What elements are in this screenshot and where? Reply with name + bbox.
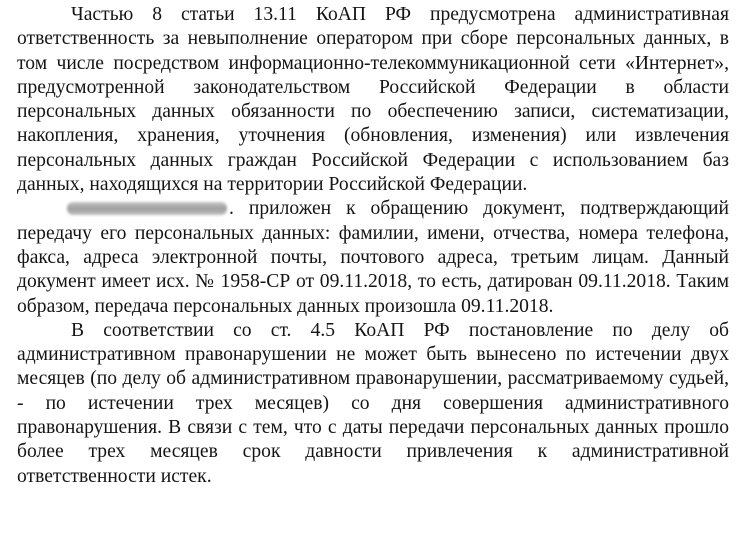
paragraph-liability-article: Частью 8 статьи 13.11 КоАП РФ предусмотрена административная ответственность за невыполнение оператором при сборе персональных данных, в том числе посредством информационно-телекоммуникационной сети «Интернет», предусмотренной законодательством Российской Федерации в области персональных данных обязанности по обеспечению записи, систематизации, накопления, хранения, уточнения (обновления, изменения) или извлечения персональных данных граждан Российской Федерации с использованием баз данных, находящихся на территории Российской Федерации. [17, 4, 729, 196]
document-body [17, 3, 729, 489]
redacted-name [67, 202, 227, 215]
paragraph-attached-document [17, 197, 729, 318]
paragraph-attached-document-text: . приложен к обращению документ, подтверждающий передачу его персональных данных: фамилии, имени, отчества, номера телефона, факса, адреса электронной почты, почтового адреса, третьим лицам. Данный документ имеет исх. № 1958-СР от 09.11.2018, то есть, датирован 09.11.2018. Таким образом, передача персональных данных произошла 09.11.2018. [17, 198, 729, 317]
paragraph-limitation-period: В соответствии со ст. 4.5 КоАП РФ постановление по делу об административном правонарушении не может быть вынесено по истечении двух месяцев (по делу об административном правонарушении, рассматриваемому судьей, - по истечении трех месяцев) со дня совершения административного правонарушения. В связи с тем, что с даты передачи персональных данных прошло более трех месяцев срок давности привлечения к административной ответственности истек. [17, 319, 729, 487]
